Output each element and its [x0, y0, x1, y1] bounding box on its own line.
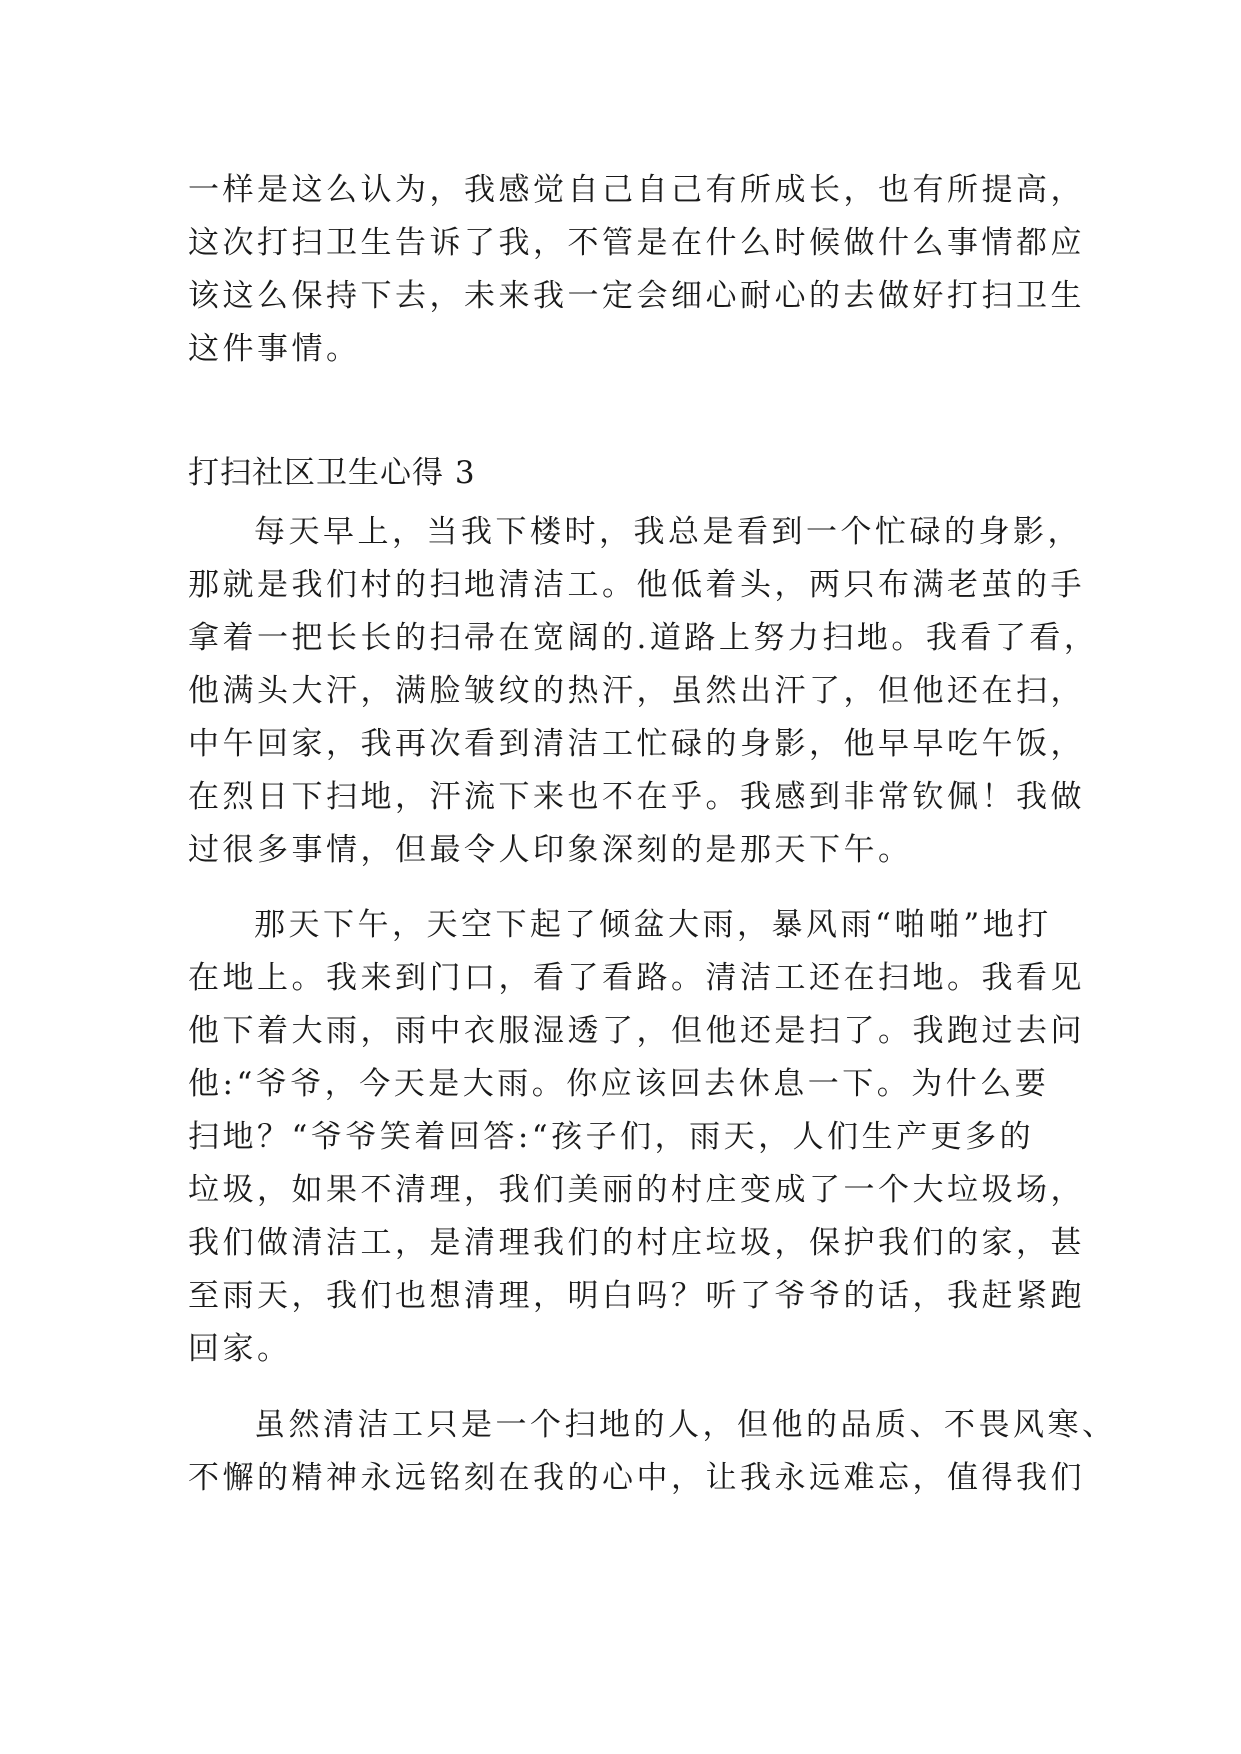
text-line: 至雨天，我们也想清理，明白吗？听了爷爷的话，我赶紧跑 — [188, 1278, 1085, 1314]
text-line: 他:“爷爷，今天是大雨。你应该回去休息一下。为什么要 — [188, 1066, 1050, 1102]
text-line: 中午回家，我再次看到清洁工忙碌的身影，他早早吃午饭， — [188, 726, 1085, 762]
text-line: 扫地？“爷爷笑着回答:“孩子们，雨天，人们生产更多的 — [188, 1119, 1035, 1155]
text-line: 在地上。我来到门口，看了看路。清洁工还在扫地。我看见 — [188, 960, 1085, 996]
text-line: 这次打扫卫生告诉了我，不管是在什么时候做什么事情都应 — [188, 225, 1085, 261]
text-line: 回家。 — [188, 1331, 292, 1367]
text-line: 虽然清洁工只是一个扫地的人，但他的品质、不畏风寒、 — [254, 1407, 1117, 1443]
text-line: 他下着大雨，雨中衣服湿透了，但他还是扫了。我跑过去问 — [188, 1013, 1085, 1049]
section-title: 打扫社区卫生心得 3 — [188, 455, 476, 491]
text-line: 我们做清洁工，是清理我们的村庄垃圾，保护我们的家，甚 — [188, 1225, 1085, 1261]
text-line: 过很多事情，但最令人印象深刻的是那天下午。 — [188, 832, 913, 868]
text-line: 在烈日下扫地，汗流下来也不在乎。我感到非常钦佩！我做 — [188, 779, 1085, 815]
text-line: 那就是我们村的扫地清洁工。他低着头，两只布满老茧的手 — [188, 567, 1085, 603]
text-line: 那天下午，天空下起了倾盆大雨，暴风雨“啪啪”地打 — [254, 907, 1052, 943]
text-line: 这件事情。 — [188, 331, 361, 367]
text-line: 不懈的精神永远铭刻在我的心中，让我永远难忘，值得我们 — [188, 1460, 1085, 1496]
text-line: 他满头大汗，满脸皱纹的热汗，虽然出汗了，但他还在扫， — [188, 673, 1085, 709]
text-line: 垃圾，如果不清理，我们美丽的村庄变成了一个大垃圾场， — [188, 1172, 1085, 1208]
text-line: 一样是这么认为，我感觉自己自己有所成长，也有所提高， — [188, 172, 1085, 208]
text-line: 每天早上，当我下楼时，我总是看到一个忙碌的身影， — [254, 514, 1082, 550]
text-line: 该这么保持下去，未来我一定会细心耐心的去做好打扫卫生 — [188, 278, 1085, 314]
text-line: 拿着一把长长的扫帚在宽阔的.道路上努力扫地。我看了看， — [188, 620, 1099, 656]
